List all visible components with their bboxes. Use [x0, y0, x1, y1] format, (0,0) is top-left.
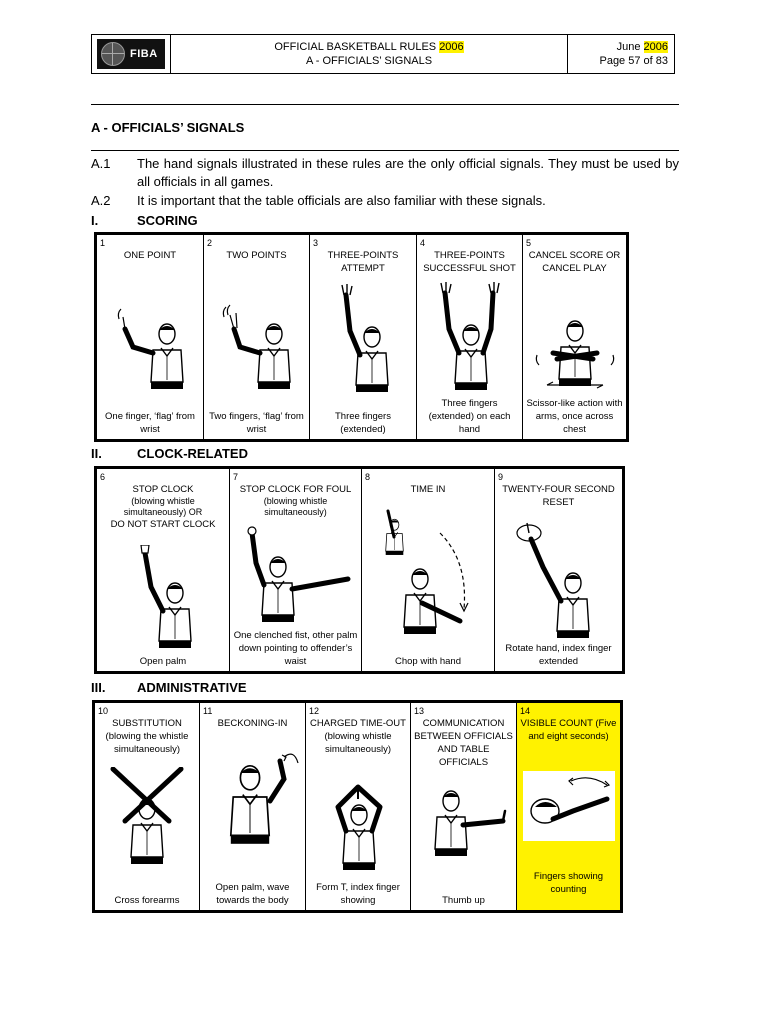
signal-cell-7: [230, 469, 362, 671]
signal-title: BECKONING-IN: [217, 718, 288, 729]
signal-title: TWO POINTS: [226, 250, 287, 261]
two-points-illustration: [218, 295, 292, 395]
signal-title-block: [99, 483, 227, 531]
divider-top: [91, 104, 679, 105]
signal-caption: Chop with hand: [394, 656, 462, 667]
paragraph-number: A.1: [91, 156, 111, 171]
header-title-year: 2006: [439, 41, 464, 53]
signal-number: 7: [233, 472, 239, 482]
shot-clock-reset-illustration: [513, 521, 603, 639]
signal-cell-1: [97, 235, 204, 439]
signal-cell-4: [417, 235, 523, 439]
cancel-score-illustration: [533, 295, 617, 393]
group-title: CLOCK-RELATED: [137, 446, 248, 461]
signal-caption: Thumb up: [442, 895, 485, 906]
signal-caption: Three fingers (extended): [335, 411, 391, 435]
signal-number: 12: [309, 706, 320, 716]
section-title: A - OFFICIALS’ SIGNALS: [91, 120, 245, 135]
signal-title-block: [232, 483, 359, 518]
page-header: [91, 34, 675, 74]
signal-title: ONE POINT: [123, 250, 177, 261]
signal-caption: Open palm, wave towards the body: [215, 882, 290, 906]
header-title: [171, 35, 568, 73]
three-points-attempt-illustration: [328, 283, 398, 395]
signal-cell-13: [411, 703, 517, 910]
signal-title: VISIBLE COUNT (Five and eight seconds): [520, 718, 617, 742]
signal-title: CANCEL SCORE OR CANCEL PLAY: [528, 250, 621, 274]
signal-number: 10: [98, 706, 109, 716]
logo-text: FIBA: [130, 48, 158, 60]
signal-title: COMMUNICATION BETWEEN OFFICIALS AND TABLE OFFICIALS: [414, 718, 513, 768]
paragraph-a2: [91, 192, 679, 210]
signal-caption: Two fingers, ‘flag’ from wrist: [209, 411, 304, 435]
signal-cell-11: [200, 703, 306, 910]
signal-title: TIME IN: [410, 484, 446, 495]
signal-title: THREE-POINTS ATTEMPT: [327, 250, 399, 274]
signal-cell-10: [95, 703, 200, 910]
signal-cell-14: [517, 703, 620, 910]
signal-number: 13: [414, 706, 425, 716]
fiba-logo-cell: [92, 35, 171, 73]
stop-clock-illustration: [131, 545, 195, 651]
signal-caption: Fingers showing counting: [533, 871, 604, 895]
header-title-line1: OFFICIAL BASKETBALL RULES: [274, 41, 437, 53]
signal-title: CHARGED TIME-OUT (blowing whistle simultaneously): [310, 718, 406, 755]
group-roman: I.: [91, 213, 99, 228]
header-date-month: June: [616, 41, 641, 53]
signal-cell-12: [306, 703, 411, 910]
signal-cell-5: [523, 235, 626, 439]
signal-number: 3: [313, 238, 319, 248]
signal-number: 14: [520, 706, 531, 716]
signals-table-scoring: [94, 232, 629, 442]
substitution-illustration: [109, 767, 185, 867]
signal-title: STOP CLOCK FOR FOUL: [239, 484, 352, 495]
signal-caption: Three fingers (extended) on each hand: [428, 398, 511, 435]
signal-number: 4: [420, 238, 426, 248]
signal-caption: One clenched fist, other palm down pointing to offender’s waist: [233, 630, 358, 667]
time-in-illustration: [376, 503, 486, 643]
signal-cell-6: [97, 469, 230, 671]
signal-cell-9: [495, 469, 622, 671]
group-roman: II.: [91, 446, 102, 461]
header-title-line2: A - OFFICIALS’ SIGNALS: [305, 55, 433, 67]
signal-caption: Form T, index finger showing: [316, 882, 400, 906]
group-roman: III.: [91, 680, 106, 695]
group-heading-clock: [91, 446, 248, 461]
signal-number: 5: [526, 238, 532, 248]
header-page-number: Page 57 of 83: [599, 55, 668, 67]
group-heading-scoring: [91, 213, 198, 228]
paragraph-a1: [91, 155, 679, 191]
signal-note: (blowing whistle simultaneously) OR: [123, 496, 203, 517]
divider-section: [91, 150, 679, 151]
signal-title: THREE-POINTS SUCCESSFUL SHOT: [423, 250, 516, 274]
header-date: [568, 35, 674, 73]
three-points-successful-illustration: [435, 281, 505, 393]
signal-caption: Cross forearms: [114, 895, 180, 906]
header-date-year: 2006: [643, 41, 668, 53]
signal-caption: Rotate hand, index finger extended: [505, 643, 612, 667]
signal-number: 2: [207, 238, 213, 248]
group-title: ADMINISTRATIVE: [137, 680, 247, 695]
basketball-icon: [101, 42, 125, 66]
signal-cell-3: [310, 235, 417, 439]
signal-number: 6: [100, 472, 106, 482]
fiba-logo: [97, 39, 165, 69]
visible-count-illustration: [523, 771, 615, 841]
signal-cell-2: [204, 235, 310, 439]
stop-clock-foul-illustration: [238, 523, 356, 623]
signals-table-administrative: [92, 700, 623, 913]
beckoning-in-illustration: [204, 745, 302, 845]
signal-number: 8: [365, 472, 371, 482]
signal-number: 9: [498, 472, 504, 482]
signal-caption: Scissor-like action with arms, once across chest: [526, 398, 623, 435]
signal-title: TWENTY-FOUR SECOND RESET: [502, 484, 615, 508]
group-title: SCORING: [137, 213, 198, 228]
paragraph-text: It is important that the table officials are also familiar with these signals.: [137, 193, 546, 208]
paragraph-text: The hand signals illustrated in these rules are the only official signals. They must be used by all officials in all games.: [137, 156, 679, 189]
signals-table-clock: [94, 466, 625, 674]
time-out-illustration: [324, 779, 394, 871]
paragraph-number: A.2: [91, 193, 111, 208]
communication-illustration: [417, 787, 511, 877]
signal-title: STOP CLOCK: [132, 484, 194, 495]
signal-number: 1: [100, 238, 106, 248]
signal-caption: One finger, ‘flag’ from wrist: [105, 411, 195, 435]
signal-title: SUBSTITUTION (blowing the whistle simultaneously): [105, 718, 189, 755]
signal-number: 11: [203, 706, 213, 716]
signal-title-alt: DO NOT START CLOCK: [110, 519, 216, 530]
signal-cell-8: [362, 469, 495, 671]
signal-caption: Open palm: [139, 656, 187, 667]
one-point-illustration: [115, 295, 185, 395]
signal-note: (blowing whistle simultaneously): [263, 496, 328, 517]
group-heading-administrative: [91, 680, 247, 695]
